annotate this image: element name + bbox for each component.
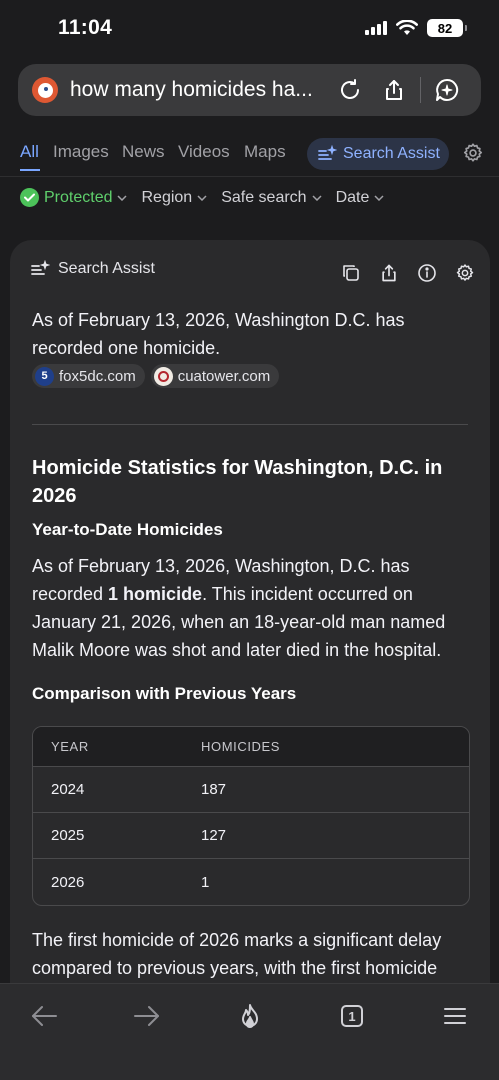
gear-icon: [462, 142, 484, 164]
wifi-icon: [396, 20, 418, 36]
region-filter[interactable]: [141, 189, 207, 207]
tab-search-assist[interactable]: [307, 138, 449, 170]
info-icon: [417, 263, 437, 283]
chevron-down-icon: [197, 195, 207, 201]
fox5-logo-text: 5: [41, 370, 48, 382]
section-divider: [32, 424, 468, 425]
search-assist-card: [10, 240, 490, 1000]
source-label: fox5dc.com: [59, 367, 136, 385]
duck-ai-chat-button[interactable]: [425, 70, 469, 110]
copy-icon: [341, 263, 361, 283]
duckduckgo-logo-icon: [32, 77, 58, 103]
search-query[interactable]: how many homicides ha...: [70, 78, 313, 101]
search-assist-tab-label: Search Assist: [343, 145, 440, 162]
ytd-text-a: As of February 13, 2026, Washington, D.C. has recorded: [32, 556, 410, 604]
status-bar: [0, 0, 499, 60]
ytd-text-bold: 1 homicide: [108, 584, 203, 604]
source-chip-cuatower[interactable]: [151, 364, 280, 388]
card-header: [30, 260, 155, 278]
status-icons: [365, 19, 463, 37]
share-answer-button[interactable]: [376, 260, 402, 286]
source-list: [32, 364, 279, 388]
card-title: Search Assist: [58, 260, 155, 277]
battery-icon: [427, 19, 463, 37]
homicides-cell: 187: [201, 781, 227, 798]
bottom-toolbar: [0, 983, 499, 1080]
settings-button[interactable]: [462, 142, 484, 169]
address-divider: [420, 77, 421, 103]
chevron-down-icon: [312, 195, 322, 201]
back-button[interactable]: [22, 1002, 66, 1030]
safe-search-label: Safe search: [221, 188, 307, 206]
chevron-down-icon: [374, 195, 384, 201]
tab-maps[interactable]: Maps: [244, 142, 286, 161]
sparkle-list-icon: [317, 145, 337, 163]
homicides-cell: 1: [201, 873, 210, 891]
region-label: Region: [141, 188, 193, 206]
date-filter[interactable]: [336, 189, 385, 207]
arrow-right-icon: [133, 1005, 161, 1027]
share-icon: [382, 78, 406, 102]
table-header: [33, 727, 469, 767]
homicides-cell: 127: [201, 827, 227, 844]
homicide-table: [32, 726, 470, 906]
tab-images[interactable]: Images: [53, 142, 109, 161]
assist-summary: As of February 13, 2026, Washington D.C. has recorded one homicide.: [32, 310, 405, 358]
year-cell: 2026: [51, 873, 85, 891]
card-tools: [338, 260, 478, 286]
tab-news[interactable]: News: [122, 142, 165, 161]
flame-icon: [238, 1003, 262, 1029]
reload-icon: [338, 78, 362, 102]
filter-bar: [20, 188, 398, 207]
safe-search-filter[interactable]: [221, 189, 321, 207]
cellular-signal-icon: [365, 21, 387, 35]
share-icon: [379, 263, 399, 283]
ytd-paragraph: [32, 552, 472, 664]
forward-button[interactable]: [125, 1002, 169, 1030]
year-cell: 2025: [51, 827, 85, 844]
year-column-header: YEAR: [51, 739, 89, 754]
ytd-heading: Year-to-Date Homicides: [32, 520, 223, 539]
table-row: [33, 767, 469, 813]
ytd-text-b: . This incident occurred on January 21, 2026, when an 18-year-old man named Malik Moore was shot and later died in the hospital.: [32, 584, 446, 660]
gear-icon: [455, 263, 475, 283]
source-label: cuatower.com: [177, 367, 271, 385]
menu-button[interactable]: [433, 1002, 477, 1030]
chevron-down-icon: [117, 195, 127, 201]
cuatower-logo-icon: [154, 367, 173, 386]
source-chip-fox5dc[interactable]: [32, 364, 145, 388]
status-time: 11:04: [58, 16, 113, 39]
fox5-logo-icon: [35, 367, 54, 386]
sparkle-list-icon: [30, 260, 50, 278]
active-tab-indicator: [20, 169, 40, 171]
tabs-divider: [0, 176, 499, 177]
homicides-column-header: HOMICIDES: [201, 739, 281, 754]
answer-heading: Homicide Statistics for Washington, D.C. in 2026: [32, 457, 443, 507]
info-button[interactable]: [414, 260, 440, 286]
share-button[interactable]: [372, 70, 416, 110]
address-bar[interactable]: [18, 64, 481, 116]
table-row: [33, 859, 469, 905]
copy-button[interactable]: [338, 260, 364, 286]
table-row: [33, 813, 469, 859]
battery-level: 82: [437, 20, 453, 36]
closing-paragraph: The first homicide of 2026 marks a significant delay compared to previous years, with the first homicide: [32, 930, 442, 978]
year-cell: 2024: [51, 781, 85, 798]
tabs-button[interactable]: [330, 1002, 374, 1030]
check-circle-icon: [20, 188, 39, 207]
protection-filter[interactable]: [20, 188, 127, 207]
comparison-heading: Comparison with Previous Years: [32, 684, 297, 703]
protected-label: Protected: [44, 188, 113, 206]
assist-settings-button[interactable]: [452, 260, 478, 286]
search-tabs: [0, 136, 499, 172]
hamburger-menu-icon: [443, 1006, 467, 1026]
arrow-left-icon: [30, 1005, 58, 1027]
tab-all[interactable]: All: [20, 142, 39, 161]
tab-videos[interactable]: Videos: [178, 142, 230, 161]
tab-count: 1: [348, 1008, 356, 1024]
chat-sparkle-icon: [434, 77, 460, 103]
fire-button[interactable]: [228, 1002, 272, 1030]
date-label: Date: [335, 188, 370, 206]
reload-button[interactable]: [328, 70, 372, 110]
